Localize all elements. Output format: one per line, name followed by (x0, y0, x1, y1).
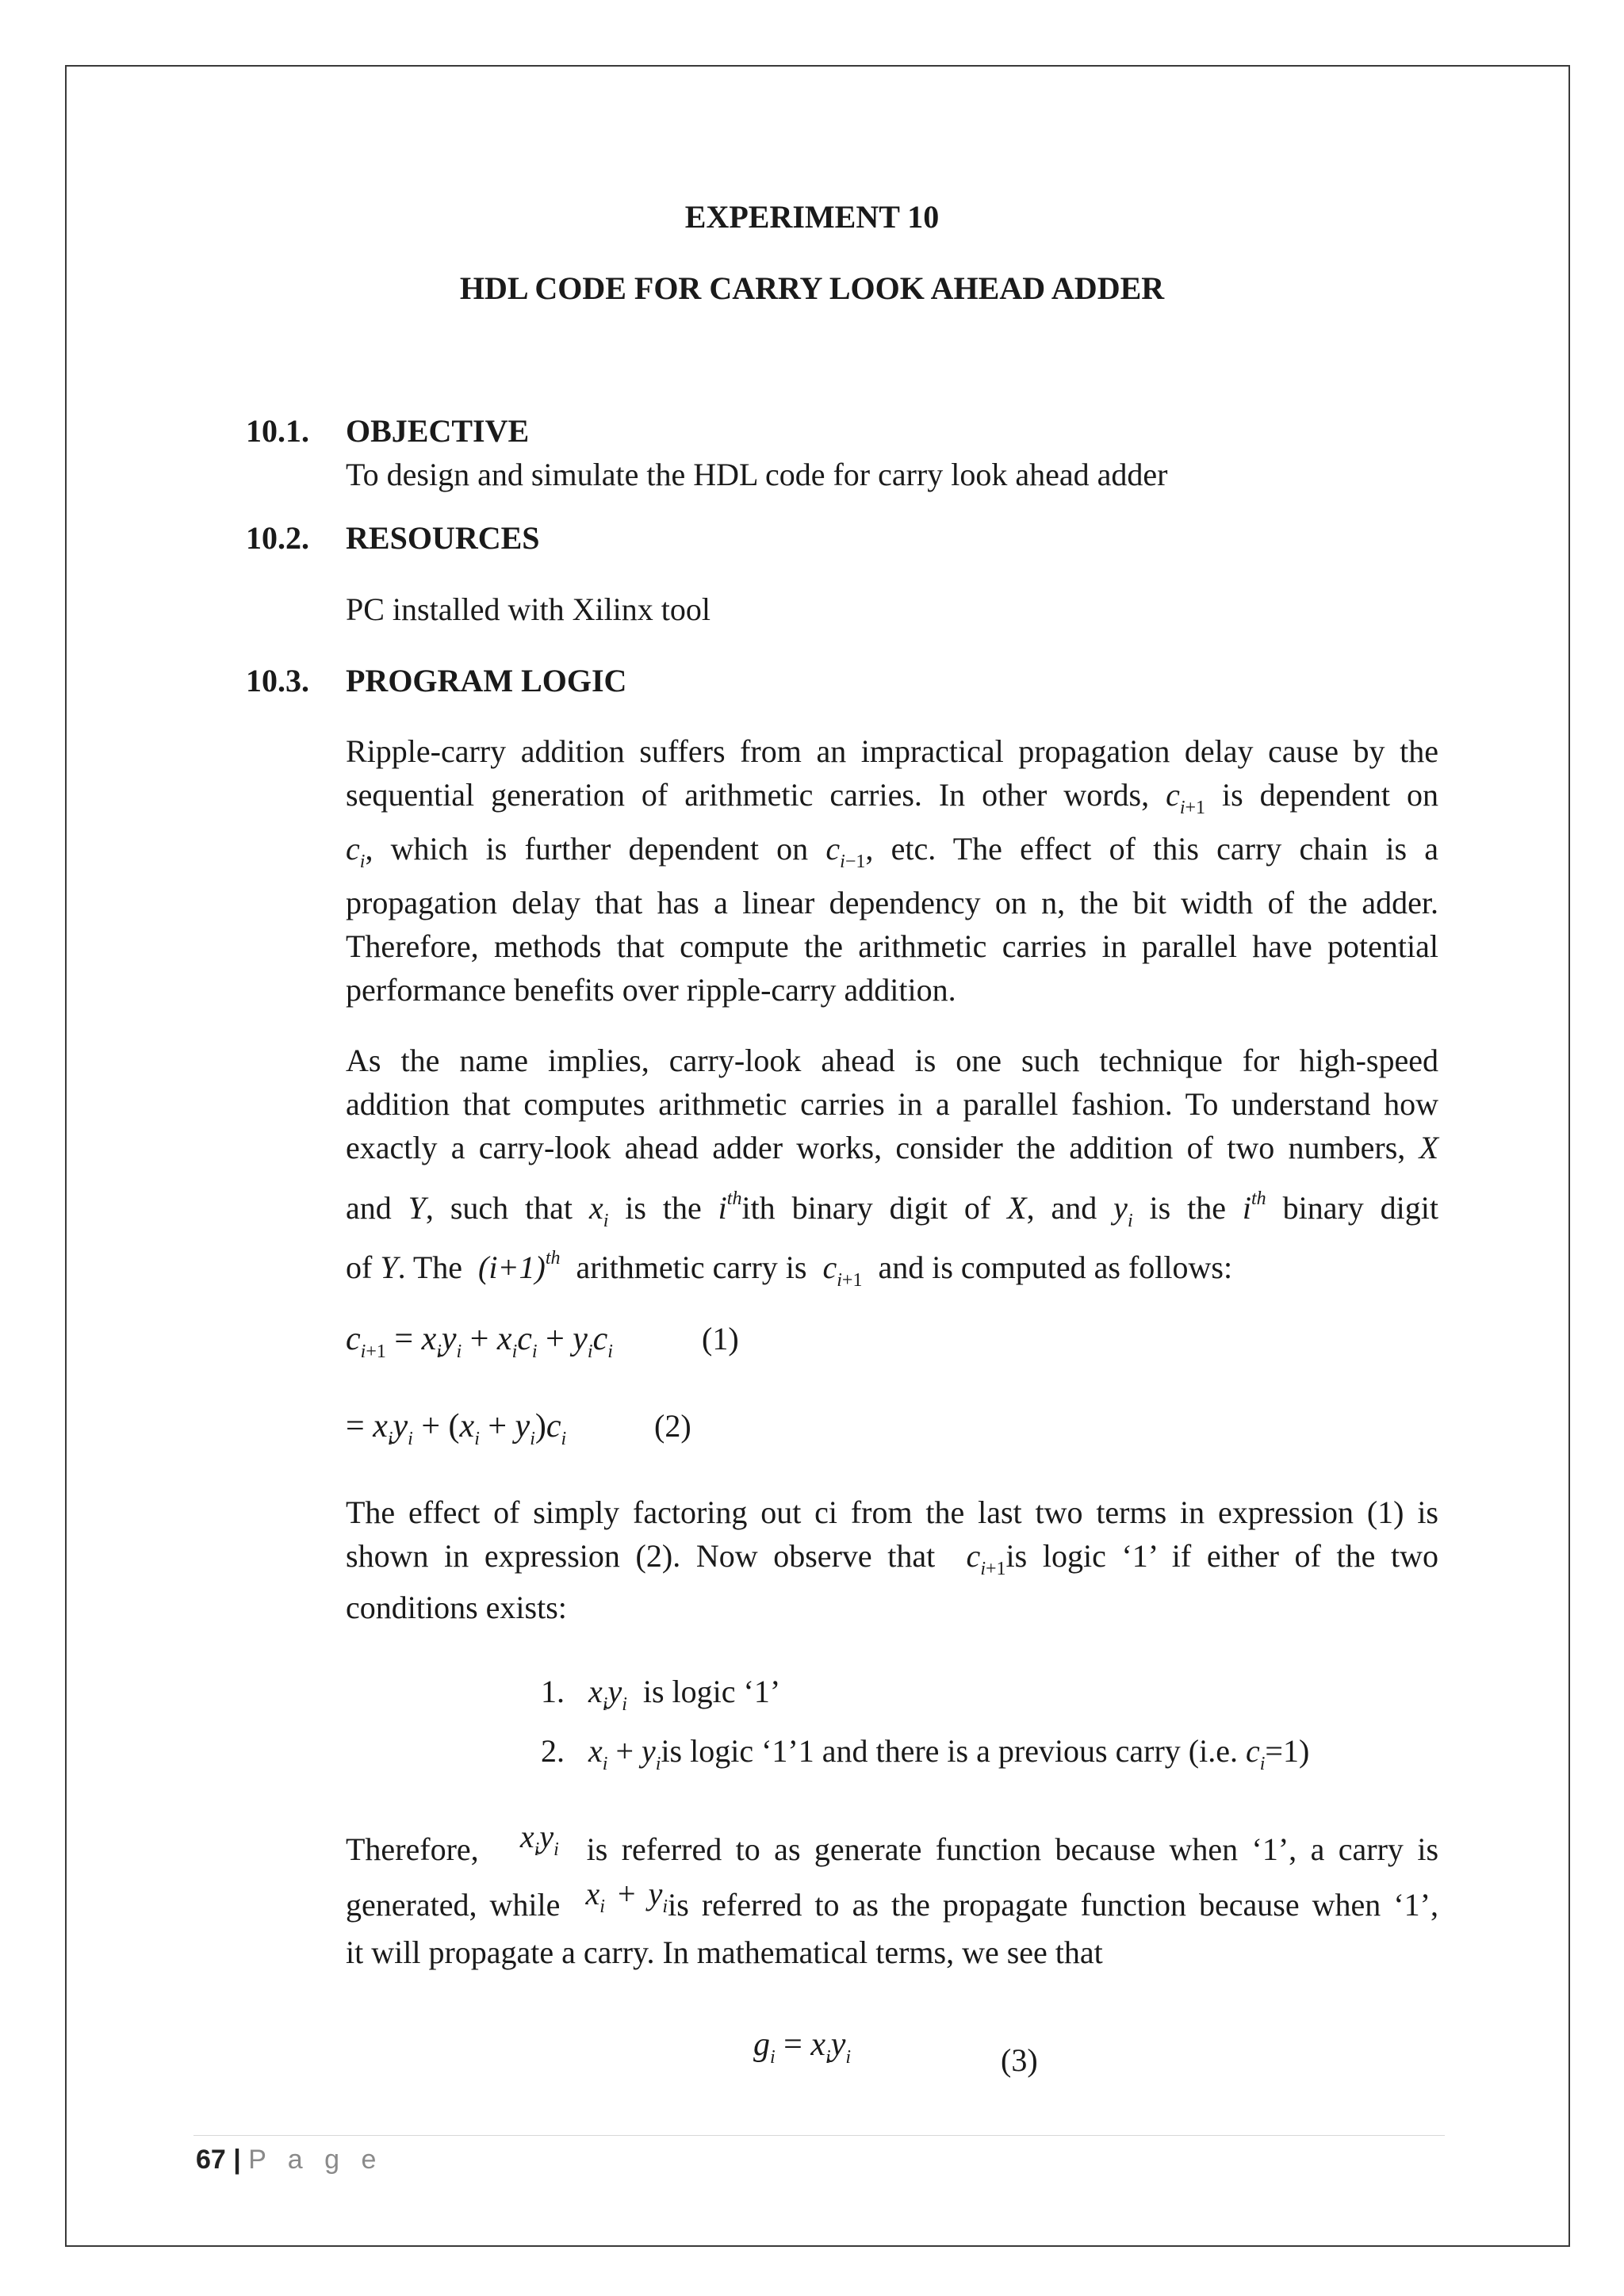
experiment-subtitle: HDL CODE FOR CARRY LOOK AHEAD ADDER (459, 270, 1165, 306)
math-c-i-plus-1: $c_{i+1}$ (966, 1538, 1006, 1579)
math-subscript: i (408, 1429, 413, 1449)
text-span: , such that (425, 1190, 573, 1226)
math-i-plus-1-th: $(i+1)^{th}$ (478, 1248, 561, 1285)
text-line: conditions exists: (346, 1590, 567, 1625)
text-line (346, 773, 1438, 827)
text-span: X (1419, 1130, 1438, 1165)
text-span: binary digit (1282, 1190, 1439, 1226)
text-span: is referred to as the propagate function because when ‘1’, (668, 1887, 1439, 1923)
text-span: Y (380, 1249, 398, 1285)
text-span: arithmetic carry is (576, 1249, 807, 1285)
page-footer (196, 2145, 383, 2175)
footer-rule (193, 2135, 1445, 2136)
list-number: 2. (541, 1733, 565, 1769)
math-subscript: i+1 (360, 1341, 386, 1362)
text-span: is referred to as generate function because when ‘1’, a carry is (586, 1831, 1439, 1867)
equation-1-number: (1) (702, 1321, 739, 1357)
text-span: shown in expression (2). Now observe that (346, 1538, 936, 1574)
section-heading-program-logic: PROGRAM LOGIC (346, 663, 627, 698)
page-number: 67 (196, 2145, 226, 2175)
math-subscript: i (662, 1896, 668, 1917)
math-c-i: $c_i$ (346, 831, 366, 872)
section-number: 10.1. (246, 413, 309, 449)
objective-text: To design and simulate the HDL code for carry look ahead adder (346, 457, 1168, 492)
text-line (346, 1876, 1439, 1931)
math-subscript: i (770, 2047, 776, 2068)
text-span: Therefore, (346, 1831, 479, 1867)
math-subscript: i+1 (1179, 798, 1206, 818)
footer-separator: | (233, 2145, 241, 2175)
text-span: is logic ‘1’ if either of the two (1005, 1538, 1439, 1574)
list-item (541, 1732, 1309, 1775)
list-text: is logic ‘1’1 and there is a previous carry (i.e. (661, 1733, 1238, 1769)
text-line (346, 1229, 1438, 1291)
math-y-i: $y_i$ (1113, 1190, 1133, 1231)
text-span: Y (408, 1190, 426, 1226)
text-line (346, 1126, 1438, 1169)
text-span: X (1007, 1190, 1027, 1226)
text-span: and is computed as follows: (878, 1249, 1233, 1285)
math-subscript: i (531, 1341, 538, 1362)
math-c-i-plus-1: $c_{i+1}$ (1166, 777, 1206, 818)
text-span: , which is further dependent on (365, 831, 809, 867)
section-heading-resources: RESOURCES (346, 520, 540, 556)
text-span: generated, while (346, 1887, 561, 1923)
math-subscript: i (359, 851, 366, 872)
text-span: ith binary digit of (741, 1190, 991, 1226)
text-line: propagation delay that has a linear dependency on n, the bit width of the adder. (346, 885, 1438, 920)
math-i-th: $i^{th}$ (1242, 1188, 1266, 1226)
section-heading-objective: OBJECTIVE (346, 413, 530, 449)
paragraph-generate-propagate (346, 1816, 1438, 1974)
text-line: it will propagate a carry. In mathematical terms, we see that (346, 1934, 1103, 1970)
math-subscript: i (530, 1429, 535, 1449)
math-subscript: i (587, 1341, 593, 1362)
section-number: 10.2. (246, 520, 309, 556)
math-subscript: i+1 (837, 1270, 863, 1291)
paragraph-factoring (346, 1490, 1438, 1629)
text-span: and (346, 1190, 392, 1226)
math-i-th: $i^{th}$ (718, 1188, 742, 1226)
text-span: sequential generation of arithmetic carries. In other words, (346, 777, 1150, 813)
math-superscript: th (1251, 1188, 1266, 1209)
equation-2: = $x_iy_i + (x_i + y_i)c_i$ (346, 1408, 567, 1449)
page-label: P a g e (248, 2145, 384, 2175)
math-subscript: i (553, 1839, 559, 1860)
math-subscript: i (602, 1694, 608, 1715)
text-span: of (346, 1249, 373, 1285)
math-superscript: th (545, 1248, 561, 1269)
math-subscript: i (387, 1429, 393, 1449)
math-subscript: i (825, 2047, 831, 2068)
section-number: 10.3. (246, 663, 309, 698)
math-subscript: i (622, 1694, 627, 1715)
equation-1: $c_{i+1} = x_iy_i + x_ic_i + y_ic_i$ (346, 1321, 613, 1362)
math-x-i-y-i: $x_iy_i$ (588, 1674, 627, 1715)
equation-2-number: (2) (654, 1408, 691, 1444)
math-subscript: i−1 (840, 851, 866, 872)
equation-3: $g_i = x_iy_i$ (753, 2026, 852, 2068)
math-subscript: i (603, 1211, 609, 1231)
list-number: 1. (541, 1674, 565, 1709)
text-span: is the (1149, 1190, 1226, 1226)
math-subscript: i (602, 1754, 608, 1774)
text-line: Ripple-carry addition suffers from an impractical propagation delay cause by the (346, 733, 1438, 769)
text-span: , etc. The effect of this carry chain is a (865, 831, 1438, 867)
math-c-i-minus-1: $c_{i-1}$ (825, 831, 866, 872)
list-item (541, 1673, 780, 1716)
math-subscript: i (474, 1429, 480, 1449)
list-text: is logic ‘1’ (642, 1674, 781, 1709)
text-line: addition that computes arithmetic carries in a parallel fashion. To understand how (346, 1086, 1438, 1122)
text-line (346, 827, 1438, 881)
paragraph-carry-look-ahead (346, 1039, 1439, 1291)
math-subscript: i (436, 1341, 442, 1362)
text-line: As the name implies, carry-look ahead is one such technique for high-speed (346, 1043, 1438, 1078)
math-subscript: i (607, 1341, 613, 1362)
math-subscript: i (561, 1429, 567, 1449)
text-line (346, 1816, 1438, 1883)
text-line: performance benefits over ripple-carry addition. (346, 972, 956, 1008)
paragraph-ripple-carry (346, 729, 1438, 1012)
equation-3-number: (3) (1001, 2042, 1038, 2078)
text-span: is dependent on (1222, 777, 1439, 813)
text-line (346, 1169, 1438, 1229)
math-subscript: i+1 (980, 1559, 1006, 1579)
math-x-i: $x_i$ (588, 1190, 609, 1231)
math-subscript: i (511, 1341, 518, 1362)
math-x-i-plus-y-i: $x_i + y_i$ (585, 1876, 668, 1917)
math-c-i: $c_i$ (1245, 1733, 1266, 1774)
math-subscript: i (534, 1839, 540, 1860)
text-span: , and (1026, 1190, 1097, 1226)
math-superscript: th (726, 1188, 742, 1209)
text-span: exactly a carry-look ahead adder works, consider the addition of two numbers, (346, 1130, 1406, 1165)
text-span: is the (625, 1190, 702, 1226)
math-subscript: i (845, 2047, 852, 2068)
list-text: =1) (1265, 1733, 1310, 1769)
math-subscript: i (1127, 1211, 1133, 1231)
resources-text: PC installed with Xilinx tool (346, 591, 711, 627)
experiment-title: EXPERIMENT 10 (684, 199, 940, 235)
text-span: . The (397, 1249, 463, 1285)
text-line: Therefore, methods that compute the arithmetic carries in parallel have potential (346, 928, 1438, 964)
text-line (346, 1534, 1438, 1586)
math-x-i-plus-y-i: $x_i + y_i$ (588, 1733, 661, 1774)
math-subscript: i (456, 1341, 462, 1362)
math-subscript: i (655, 1754, 661, 1774)
math-c-i-plus-1: $c_{i+1}$ (822, 1249, 863, 1291)
math-x-i-y-i: $x_iy_i$ (519, 1819, 559, 1860)
math-subscript: i (1259, 1754, 1266, 1774)
text-line: The effect of simply factoring out ci from the last two terms in expression (1) is (346, 1494, 1438, 1530)
math-subscript: i (599, 1896, 605, 1917)
